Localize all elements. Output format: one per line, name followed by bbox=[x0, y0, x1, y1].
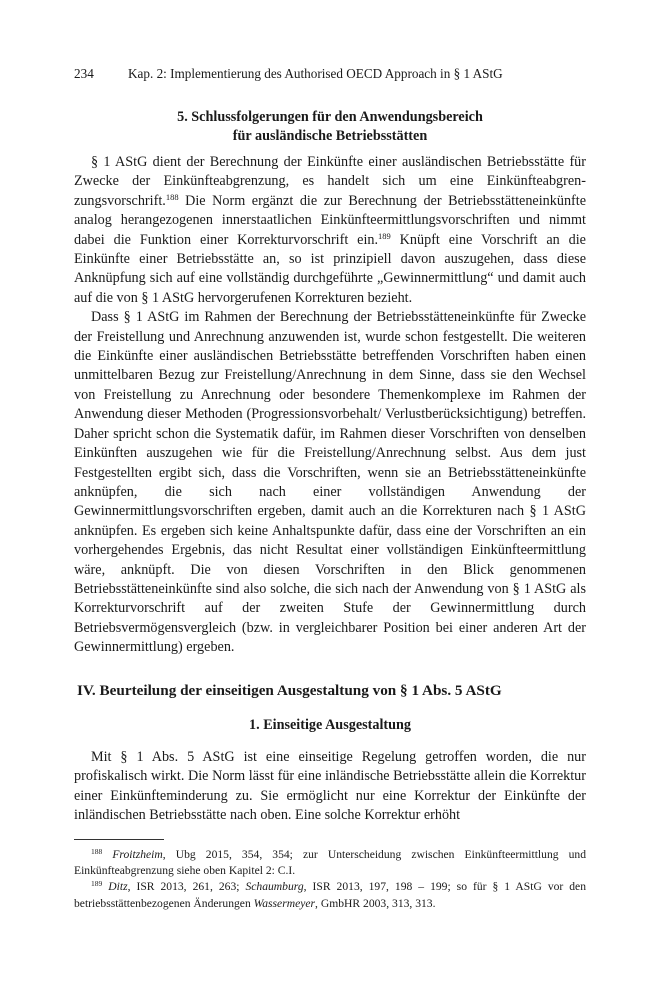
subsection-1-heading: 1. Einseitige Ausgestaltung bbox=[249, 717, 411, 733]
footnote-189-text-2: , ISR 2013, 197, 198 – 199; so für § 1 AStG vor den betriebsstättenbezogenen Änderungen bbox=[74, 880, 586, 910]
footnote-189-author-2: Schaumburg bbox=[245, 880, 304, 894]
section-iv-heading: IV. Beurteilung der einseitigen Ausgestaltung von § 1 Abs. 5 AStG bbox=[77, 682, 502, 699]
footnote-ref-188[interactable]: 188 bbox=[165, 191, 179, 202]
footnote-189 bbox=[74, 879, 586, 911]
footnote-188-text: , Ubg 2015, 354, 354; zur Unterscheidung zwischen Einkünfteermittlung und Einkünfteabgrenzung siehe oben Kapitel 2: C.I. bbox=[74, 848, 586, 878]
footnote-ref-189[interactable]: 189 bbox=[378, 230, 391, 241]
footnote-divider bbox=[74, 839, 164, 840]
running-head-title: Kap. 2: Implementierung des Authorised OECD Approach in § 1 AStG bbox=[128, 66, 503, 81]
footnote-189-author-1: Ditz bbox=[108, 880, 128, 894]
footnote-188 bbox=[74, 847, 586, 879]
section-5-heading-line-2: für ausländische Betriebsstätten bbox=[232, 128, 428, 144]
footnote-189-text-1: , ISR 2013, 261, 263; bbox=[127, 880, 246, 894]
section-5-heading bbox=[74, 108, 586, 146]
paragraph-3: Mit § 1 Abs. 5 AStG ist eine einseitige Regelung getroffen worden, die nur profiskalisch wirkt. Die Norm lässt für eine inländische Betriebsstätte allein die Korrektur einer Einkünfteminderung zu. Sie ermöglicht nur eine Korrektur der Einkünfte der inländischen Betriebsstätte nach oben. Eine solche Korrektur erhöht bbox=[74, 749, 586, 824]
footnote-189-text-3: , GmbHR 2003, 313, 313. bbox=[315, 896, 436, 910]
section-5-heading-line-1: 5. Schlussfolgerungen für den Anwendungsbereich bbox=[177, 109, 483, 125]
paragraph-1-text-b: Die Norm ergänzt die zur Berechnung der Betriebsstätteneinkünfte analog herangezogenen innerstaatlichen Einkünfteermittlungsvorschriften und nimmt dabei die Funktion einer Korrekturvorschrift ein. bbox=[74, 192, 586, 248]
paragraph-2: Dass § 1 AStG im Rahmen der Berechnung der Betriebsstätteneinkünfte für Zwecke der Freistellung und Anrechnung anzuwenden ist, wurde schon festgestellt. Die weiteren die Einkünfte einer ausländischen Betriebsstätte betreffenden Vorschriften haben einen unmittelbaren Bezug zur Freistellung/Anrechnung in dem Sinne, dass sie den Wechsel von Freistellung zu Anrechnung oder besondere Themenkomplexe im Rahmen der Anwendung dieser Methoden (Progressionsvorbehalt/ Verlustberücksichtigung) betreffen. Daher spricht schon die Systematik dafür, im Rahmen dieser Vorschriften von denselben Einkünften auszugehen wie für die Freistellung/Anrechnung selbst. Aus dem just Festgestellten ergibt sich, dass die Vorschriften, wenn sie an Betriebsstätteneinkünfte anknüpfen, die sich nach einer vollständigen Anwendung der Gewinnermittlungsvorschriften ergeben, damit auch an die Korrekturen nach § 1 AStG anknüpfen. Es ergeben sich keine Anhaltspunkte dafür, dass eine der Vorschriften an ein vorhergehendes Ergebnis, das nicht Resultat einer vollständigen Einkünfteermittlung wäre, anknüpft. Die von diesen Vorschriften in den Blick genommenen Betriebsstätteneinkünfte sind also solche, die sich nach der Anwendung von § 1 AStG als Korrekturvorschrift auf der zweiten Stufe der Gewinnermittlung durch Betriebsvermögensvergleich (bzw. in vergleichbarer Position bei einer anderen Art der Gewinnermittlung) ergeben. bbox=[74, 309, 586, 656]
footnote-188-author: Froitzheim bbox=[112, 848, 163, 861]
footnote-188-number: 188 bbox=[91, 847, 103, 856]
paragraph-1 bbox=[74, 153, 586, 308]
section-5-body bbox=[74, 153, 586, 658]
section-iv-body bbox=[74, 748, 586, 826]
paragraph-1-text-c: Knüpft eine Vorschrift an die Einkünfte einer Betriebsstätte an, so ist prinzipiell davon auszugehen, dass diese Anknüpfung sich auf eine vollständig durchgeführte „Gewinnermittlung“ und damit auch auf die von § 1 AStG hervorgerufenen Korrekturen bezieht. bbox=[74, 231, 586, 306]
paragraph-1-text-a: § 1 AStG dient der Berechnung der Einkünfte einer ausländischen Betriebsstätte für Zwecke der Einkünfteabgrenzung, es handelt sich um eine Einkünfteabgren-zungsvorschrift. bbox=[74, 154, 586, 209]
running-head bbox=[74, 65, 586, 82]
footnote-189-author-3: Wassermeyer bbox=[253, 896, 316, 910]
page-number: 234 bbox=[74, 66, 94, 81]
footnote-189-number: 189 bbox=[91, 879, 103, 889]
footnotes bbox=[74, 847, 586, 912]
